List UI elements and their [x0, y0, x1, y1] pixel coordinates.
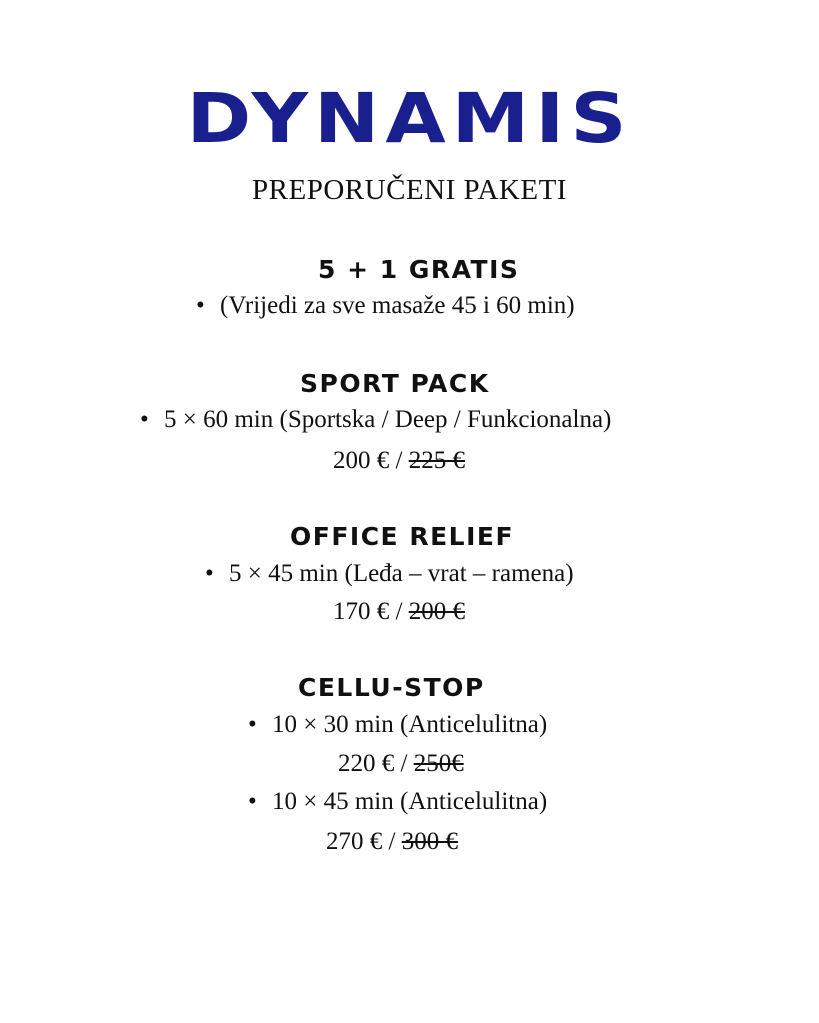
bullet-icon: •: [248, 711, 257, 738]
package-title-5plus1: 5 + 1 GRATIS: [318, 255, 520, 284]
price-old: 250€: [413, 750, 464, 777]
price-line: [338, 750, 464, 778]
package-title-cellu-stop: CELLU-STOP: [298, 673, 485, 702]
item-text: 10 × 45 min (Anticelulitna): [272, 788, 548, 815]
page-title: PREPORUČENI PAKETI: [252, 174, 567, 206]
bullet-icon: •: [205, 560, 214, 587]
list-item: [248, 711, 547, 739]
list-item: [205, 560, 574, 588]
price-old: 300 €: [401, 828, 458, 855]
list-item: [140, 406, 611, 434]
bullet-icon: •: [248, 788, 257, 815]
package-title-sport-pack: SPORT PACK: [300, 369, 490, 398]
item-text: 5 × 45 min (Leđa – vrat – ramena): [229, 560, 574, 587]
item-text: 10 × 30 min (Anticelulitna): [272, 711, 548, 738]
price-line: [333, 598, 465, 626]
price-line: [326, 828, 458, 856]
package-title-office-relief: OFFICE RELIEF: [290, 522, 515, 551]
bullet-icon: •: [196, 292, 205, 319]
price-old: 200 €: [408, 598, 465, 625]
brand-logo: DYNAMIS: [186, 79, 633, 159]
price-new: 220 € /: [338, 750, 414, 777]
list-item: [196, 292, 575, 320]
price-new: 170 € /: [333, 598, 409, 625]
item-text: 5 × 60 min (Sportska / Deep / Funkcionalna): [164, 406, 612, 433]
list-item: [248, 788, 547, 816]
price-new: 270 € /: [326, 828, 402, 855]
bullet-icon: •: [140, 406, 149, 433]
price-old: 225 €: [408, 447, 465, 474]
price-new: 200 € /: [333, 447, 409, 474]
price-line: [333, 447, 465, 475]
item-text: (Vrijedi za sve masaže 45 i 60 min): [220, 292, 575, 319]
